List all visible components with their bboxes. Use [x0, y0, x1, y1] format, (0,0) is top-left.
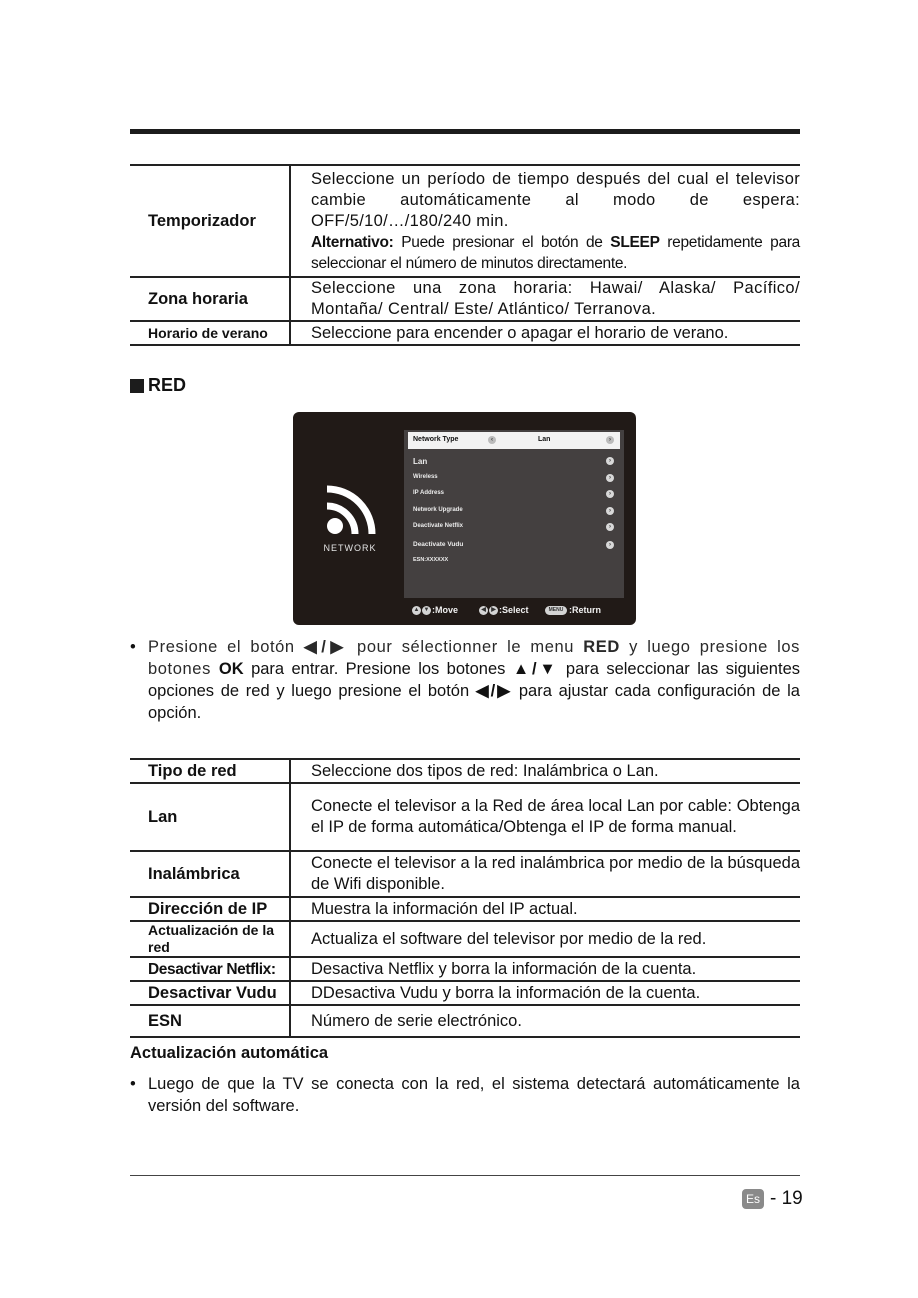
chevron-left-icon[interactable]: ‹	[488, 436, 496, 444]
menu-item-esn: ESN:XXXXXX	[413, 557, 449, 563]
row-description: Muestra la información del IP actual.	[311, 899, 578, 918]
section-title: RED	[130, 375, 186, 396]
row-label: Desactivar Vudu	[130, 981, 290, 1005]
menu-button-icon: MENU	[545, 606, 567, 615]
menu-item-deactivate-vudu[interactable]: Deactivate Vudu ›	[408, 537, 620, 553]
square-bullet-icon	[130, 379, 144, 393]
table-row	[130, 921, 800, 957]
row-description: DDesactiva Vudu y borra la información de la cuenta.	[311, 983, 701, 1002]
chevron-right-icon: ›	[606, 490, 614, 498]
row-label: Lan	[130, 783, 290, 851]
table-row	[130, 165, 800, 277]
menu-item-ip-address[interactable]: IP Address ›	[408, 486, 620, 502]
table-row	[130, 783, 800, 851]
right-button-icon: ▶	[489, 606, 498, 615]
top-rule	[130, 129, 800, 134]
row-label: Zona horaria	[130, 277, 290, 321]
table-row	[130, 897, 800, 921]
auto-update-title: Actualización automática	[130, 1044, 329, 1062]
table-row	[130, 759, 800, 783]
row-label: Dirección de IP	[130, 897, 290, 921]
network-options-table	[130, 758, 800, 1038]
network-label: NETWORK	[323, 543, 377, 553]
up-down-arrows-icon: ▲/▼	[512, 660, 559, 678]
menu-item-deactivate-netflix[interactable]: Deactivate Netflix ›	[408, 519, 620, 535]
table-row	[130, 981, 800, 1005]
row-description: Seleccione una zona horaria: Hawai/ Alaska/ Pacífico/ Montaña/ Central/ Este/ Atlántico/ Terranova.	[311, 279, 800, 318]
up-button-icon: ▲	[413, 607, 420, 614]
chevron-right-icon: ›	[606, 474, 614, 482]
chevron-right-icon: ›	[606, 523, 614, 531]
left-right-arrows-icon: ◀/▶	[475, 682, 513, 700]
row-description: Conecte el televisor a la red inalámbrica por medio de la búsqueda de Wifi disponible.	[311, 854, 800, 893]
instruction-paragraph: • Presione el botón ◀/▶ pour sélectionner le menu RED y luego presione los botones OK para entrar. Presione los botones ▲/▼ para seleccionar las siguientes opciones de red y luego presione el botón ◀/▶ para ajustar cada configuración de la opción.	[130, 638, 801, 722]
row-description: Conecte el televisor a la Red de área local Lan por cable: Obtenga el IP de forma automática/Obtenga el IP de forma manual.	[311, 797, 800, 836]
bottom-rule	[130, 1175, 800, 1176]
menu-item-network-upgrade[interactable]: Network Upgrade ›	[408, 503, 620, 519]
menu-item-lan[interactable]: Lan ›	[408, 453, 620, 469]
table-row	[130, 321, 800, 345]
row-label: Actualización de la red	[130, 921, 290, 957]
chevron-right-icon: ›	[606, 541, 614, 549]
settings-table-time	[130, 164, 800, 346]
row-label: Desactivar Netflix:	[130, 957, 290, 981]
row-description: Seleccione dos tipos de red: Inalámbrica o Lan.	[311, 761, 659, 780]
wifi-icon	[321, 480, 381, 540]
table-row	[130, 277, 800, 321]
bullet-icon: •	[130, 1075, 136, 1093]
language-badge: Es	[742, 1189, 764, 1209]
table-row	[130, 1005, 800, 1037]
page-number: Es - 19	[742, 1188, 803, 1210]
row-label: ESN	[130, 1005, 290, 1037]
menu-item-network-type[interactable]: Network Type ‹ Lan ›	[408, 432, 620, 449]
table-row	[130, 851, 800, 897]
row-label: Tipo de red	[130, 759, 290, 783]
table-row	[130, 957, 800, 981]
auto-update-paragraph: • Luego de que la TV se conecta con la red, el sistema detectará automáticamente la versión del software.	[130, 1075, 800, 1115]
down-button-icon: ▼	[423, 607, 430, 614]
menu-item-wireless[interactable]: Wireless ›	[408, 470, 620, 486]
bullet-icon: •	[130, 638, 136, 656]
row-description: Desactiva Netflix y borra la información de la cuenta.	[311, 959, 697, 978]
row-description: Número de serie electrónico.	[311, 1011, 522, 1030]
row-description: Seleccione para encender o apagar el horario de verano.	[311, 323, 729, 342]
row-description: Seleccione un período de tiempo después del cual el televisor cambie automáticamente al modo de espera: OFF/5/10/…/180/240 min. Alternativo: Puede presionar el botón de SLEEP repetidamente para seleccionar el número de minutos directamente.	[311, 169, 800, 272]
row-description: Actualiza el software del televisor por medio de la red.	[311, 929, 707, 948]
left-button-icon: ◀	[479, 606, 488, 615]
row-label: Horario de verano	[130, 321, 290, 345]
chevron-right-icon[interactable]: ›	[606, 436, 614, 444]
network-menu	[404, 430, 624, 598]
row-label: Inalámbrica	[130, 851, 290, 897]
chevron-right-icon: ›	[606, 507, 614, 515]
row-label: Temporizador	[130, 165, 290, 277]
chevron-right-icon: ›	[606, 457, 614, 465]
tv-footer-hints: ▲ ▼ :Move ◀ ▶ :Select MENU :Return	[413, 605, 601, 615]
tv-network-screen	[293, 412, 636, 625]
left-right-arrows-icon: ◀/▶	[303, 638, 348, 656]
